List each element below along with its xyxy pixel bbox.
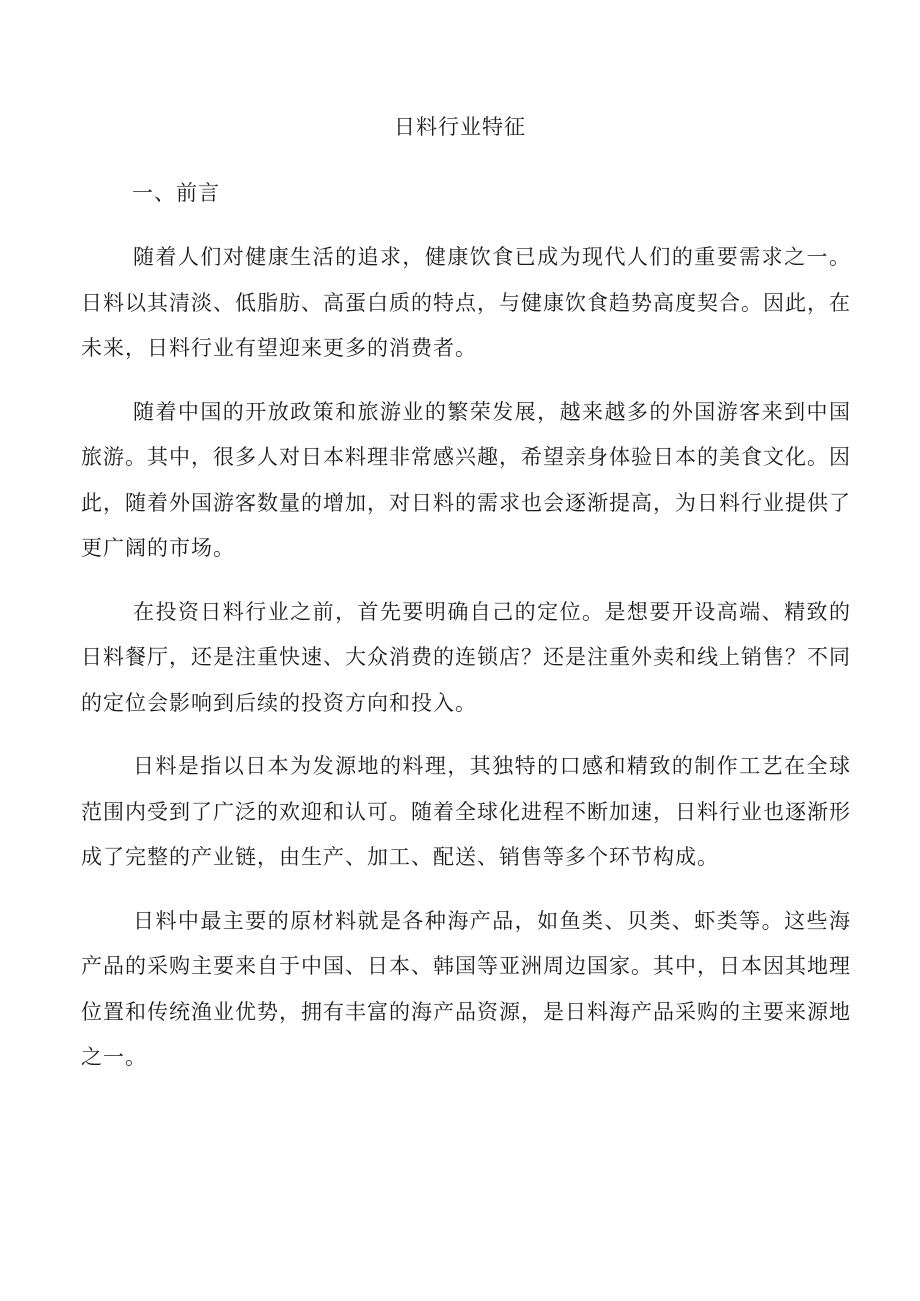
paragraph-raw-materials: 日料中最主要的原材料就是各种海产品，如鱼类、贝类、虾类等。这些海产品的采购主要来自于中国、日本、韩国等亚洲周边国家。其中，日本因其地理位置和传统渔业优势，拥有丰富的海产品资源，是日料海产品采购的主要来源地之一。 bbox=[81, 908, 851, 1069]
paragraph-tourism: 随着中国的开放政策和旅游业的繁荣发展，越来越多的外国游客来到中国旅游。其中，很多人对日本料理非常感兴趣，希望亲身体验日本的美食文化。因此，随着外国游客数量的增加，对日料的需求也会逐渐提高，为日料行业提供了更广阔的市场。 bbox=[81, 399, 851, 560]
document-body bbox=[81, 235, 851, 1099]
paragraph-industry-chain: 日料是指以日本为发源地的料理，其独特的口感和精致的制作工艺在全球范围内受到了广泛的欢迎和认可。随着全球化进程不断加速，日料行业也逐渐形成了完整的产业链，由生产、加工、配送、销售等多个环节构成。 bbox=[81, 754, 851, 869]
document-title: 日料行业特征 bbox=[394, 115, 526, 139]
section-heading: 一、前言 bbox=[132, 181, 220, 205]
paragraph-positioning: 在投资日料行业之前，首先要明确自己的定位。是想要开设高端、精致的日料餐厅，还是注重快速、大众消费的连锁店？还是注重外卖和线上销售？不同的定位会影响到后续的投资方向和投入。 bbox=[81, 599, 851, 715]
paragraph-health-trend: 随着人们对健康生活的追求，健康饮食已成为现代人们的重要需求之一。日料以其清淡、低脂肪、高蛋白质的特点，与健康饮食趋势高度契合。因此，在未来，日料行业有望迎来更多的消费者。 bbox=[81, 245, 851, 360]
